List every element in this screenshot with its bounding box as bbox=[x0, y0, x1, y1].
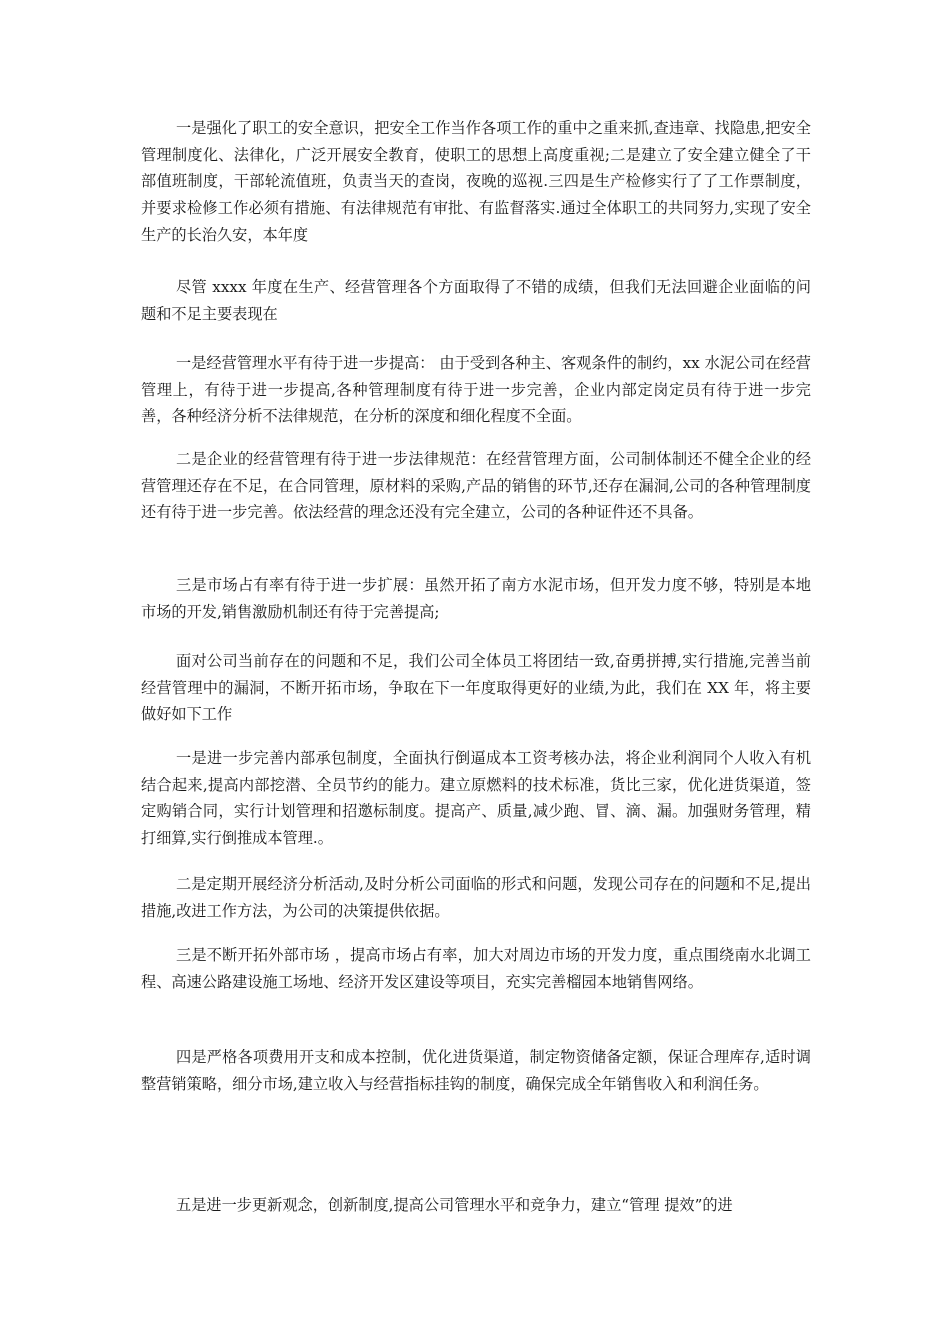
paragraph-contract-system: 一是进一步完善内部承包制度，全面执行倒逼成本工资考核办法，将企业利润同个人收入有机结合起来,提高内部挖潜、全员节约的能力。建立原燃料的技术标准，货比三家，优化进货渠道，签定购销合同，实行计划管理和招邀标制度。提高产、质量,减少跑、冒、滴、漏。加强财务管理，精打细算,实行倒推成本管理.。 bbox=[141, 749, 811, 848]
paragraph-management-level: 一是经营管理水平有待于进一步提高： 由于受到各种主、客观条件的制约，xx 水泥公司在经营管理上，有待于进一步提高,各种管理制度有待于进一步完善，企业内部定岗定员有待于进一步完善，各种经济分析不法律规范，在分析的深度和细化程度不全面。 bbox=[141, 354, 811, 426]
paragraph-external-market: 三是不断开拓外部市场 ，提高市场占有率，加大对周边市场的开发力度，重点围绕南水北调工程、高速公路建设施工场地、经济开发区建设等项目，充实完善榴园本地销售网络。 bbox=[141, 946, 811, 991]
paragraph-facing-problems: 面对公司当前存在的问题和不足，我们公司全体员工将团结一致,奋勇拼搏,实行措施,完善当前经营管理中的漏洞，不断开拓市场，争取在下一年度取得更好的业绩,为此，我们在 XX 年，将主要做好如下工作 bbox=[141, 652, 811, 724]
paragraph-new-concepts: 五是进一步更新观念，创新制度,提高公司管理水平和竞争力，建立“管理 提效”的进 bbox=[176, 1196, 733, 1214]
paragraph-cost-control: 四是严格各项费用开支和成本控制，优化进货渠道，制定物资储备定额，保证合理库存,适时调整营销策略，细分市场,建立收入与经营指标挂钩的制度，确保完成全年销售收入和利润任务。 bbox=[141, 1048, 811, 1093]
paragraph-problems-intro: 尽管 xxxx 年度在生产、经营管理各个方面取得了不错的成绩，但我们无法回避企业面临的问题和不足主要表现在 bbox=[141, 278, 811, 323]
paragraph-safety-measures: 一是强化了职工的安全意识，把安全工作当作各项工作的重中之重来抓,查违章、找隐患,把安全管理制度化、法律化，广泛开展安全教育，使职工的思想上高度重视;二是建立了安全建立健全了干部值班制度，干部轮流值班，负责当天的查岗，夜晚的巡视.三四是生产检修实行了了工作票制度，并要求检修工作必须有措施、有法律规范有审批、有监督落实.通过全体职工的共同努力,实现了安全生产的长治久安，本年度 bbox=[141, 119, 811, 244]
paragraph-economic-analysis: 二是定期开展经济分析活动,及时分析公司面临的形式和问题，发现公司存在的问题和不足,提出措施,改进工作方法，为公司的决策提供依据。 bbox=[141, 875, 811, 920]
paragraph-management-norms: 二是企业的经营管理有待于进一步法律规范：在经营管理方面，公司制体制还不健全企业的经营管理还存在不足，在合同管理，原材料的采购,产品的销售的环节,还存在漏洞,公司的各种管理制度还有待于进一步完善。依法经营的理念还没有完全建立，公司的各种证件还不具备。 bbox=[141, 450, 811, 522]
paragraph-market-share: 三是市场占有率有待于进一步扩展：虽然开拓了南方水泥市场，但开发力度不够，特别是本地市场的开发,销售激励机制还有待于完善提高; bbox=[141, 576, 811, 621]
